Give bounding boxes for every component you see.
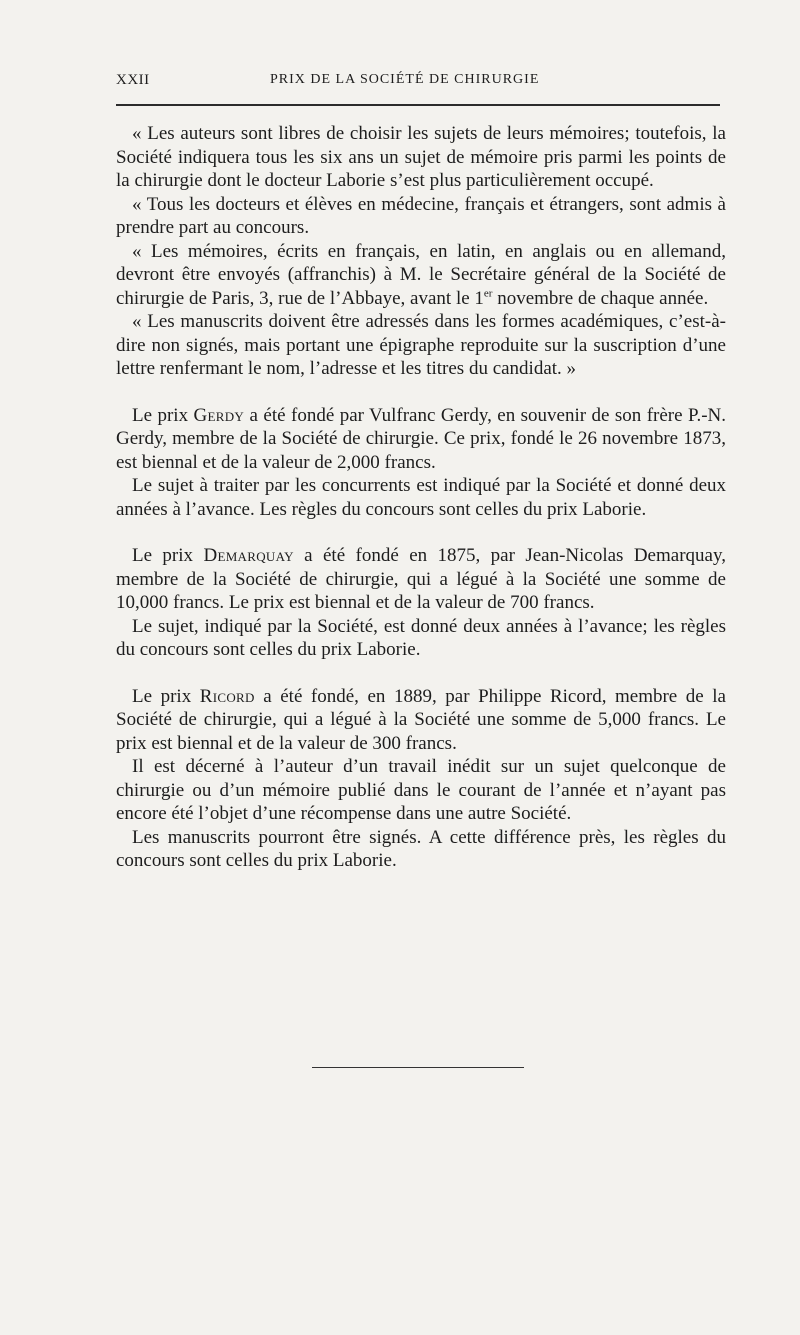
- paragraph-text: Le prix: [132, 404, 194, 426]
- paragraph-ricord-award: Il est décerné à l’auteur d’un travail inédit sur un sujet quelconque de chirurgie ou d’un mémoire publié dans le courant de l’année et n’ayant pas encore été l’objet d’une récompense dans une autre Société.: [116, 756, 726, 824]
- prize-name: Ricord: [199, 685, 255, 707]
- paragraph-ricord-prize: [116, 685, 726, 756]
- prize-name: Demarquay: [203, 545, 294, 566]
- end-rule: [312, 1067, 524, 1068]
- paragraph-text: a été fondé en 1875, par Jean-Nicolas Demarquay, membre de la Société de chirurgie, qui a légué à la Société une somme de 10,000 francs. Le prix est biennal et de la valeur de 700 francs.: [116, 545, 726, 613]
- body-text: [116, 122, 726, 873]
- paragraph-gerdy-rules: Le sujet à traiter par les concurrents est indiqué par la Société et donné deux années à l’avance. Les règles du concours sont celles du prix Laborie.: [116, 475, 726, 520]
- paragraph-gerdy-prize: [116, 404, 726, 475]
- paragraph-text: « Les mémoires, écrits en français, en latin, en anglais ou en allemand, devront être envoyés (affranchis) à M. le Secrétaire général de la Société de chirurgie de Paris, 3, rue de l’Abbaye, avant le 1: [116, 240, 726, 309]
- paragraph-text: a été fondé, en 1889, par Philippe Ricord, membre de la Société de chirurgie, qui a légué à la Société une somme de 5,000 francs. Le prix est biennal et de la valeur de 300 francs.: [116, 685, 726, 754]
- paragraph-laborie-submission: [116, 240, 726, 311]
- paragraph-laborie-manuscripts: « Les manuscrits doivent être adressés dans les formes académiques, c’est-à-dire non signés, mais portant une épigraphe reproduite sur la suscription d’une lettre renfermant le nom, l’adresse et les titres du candidat. »: [116, 311, 726, 379]
- paragraph-text: novembre de chaque année.: [492, 287, 709, 309]
- paragraph-demarquay-prize: [116, 544, 726, 615]
- paragraph-ricord-rules: Les manuscrits pourront être signés. A cette différence près, les règles du concours sont celles du prix Laborie.: [116, 826, 726, 871]
- running-head: PRIX DE LA SOCIÉTÉ DE CHIRURGIE: [270, 72, 540, 87]
- paragraph-text: Le prix: [132, 685, 200, 707]
- paragraph-demarquay-rules: Le sujet, indiqué par la Société, est donné deux années à l’avance; les règles du concours sont celles du prix Laborie.: [116, 615, 726, 660]
- paragraph-text: Le prix: [132, 545, 204, 566]
- header-rule: [116, 104, 720, 106]
- paragraph-laborie-eligibility: « Tous les docteurs et élèves en médecine, français et étrangers, sont admis à prendre part au concours.: [116, 193, 726, 238]
- page-number: XXII: [116, 72, 150, 88]
- page-header: [116, 72, 720, 96]
- prize-name: Gerdy: [193, 404, 245, 426]
- superscript: er: [483, 287, 493, 300]
- paragraph-text: a été fondé par Vulfranc Gerdy, en souvenir de son frère P.-N. Gerdy, membre de la Société de chirurgie. Ce prix, fondé le 26 novembre 1873, est biennal et de la valeur de 2,000 francs.: [116, 404, 726, 473]
- paragraph-laborie-subjects: « Les auteurs sont libres de choisir les sujets de leurs mémoires; toutefois, la Société indiquera tous les six ans un sujet de mémoire pris parmi les points de la chirurgie dont le docteur Laborie s’est plus particulièrement occupé.: [116, 123, 726, 191]
